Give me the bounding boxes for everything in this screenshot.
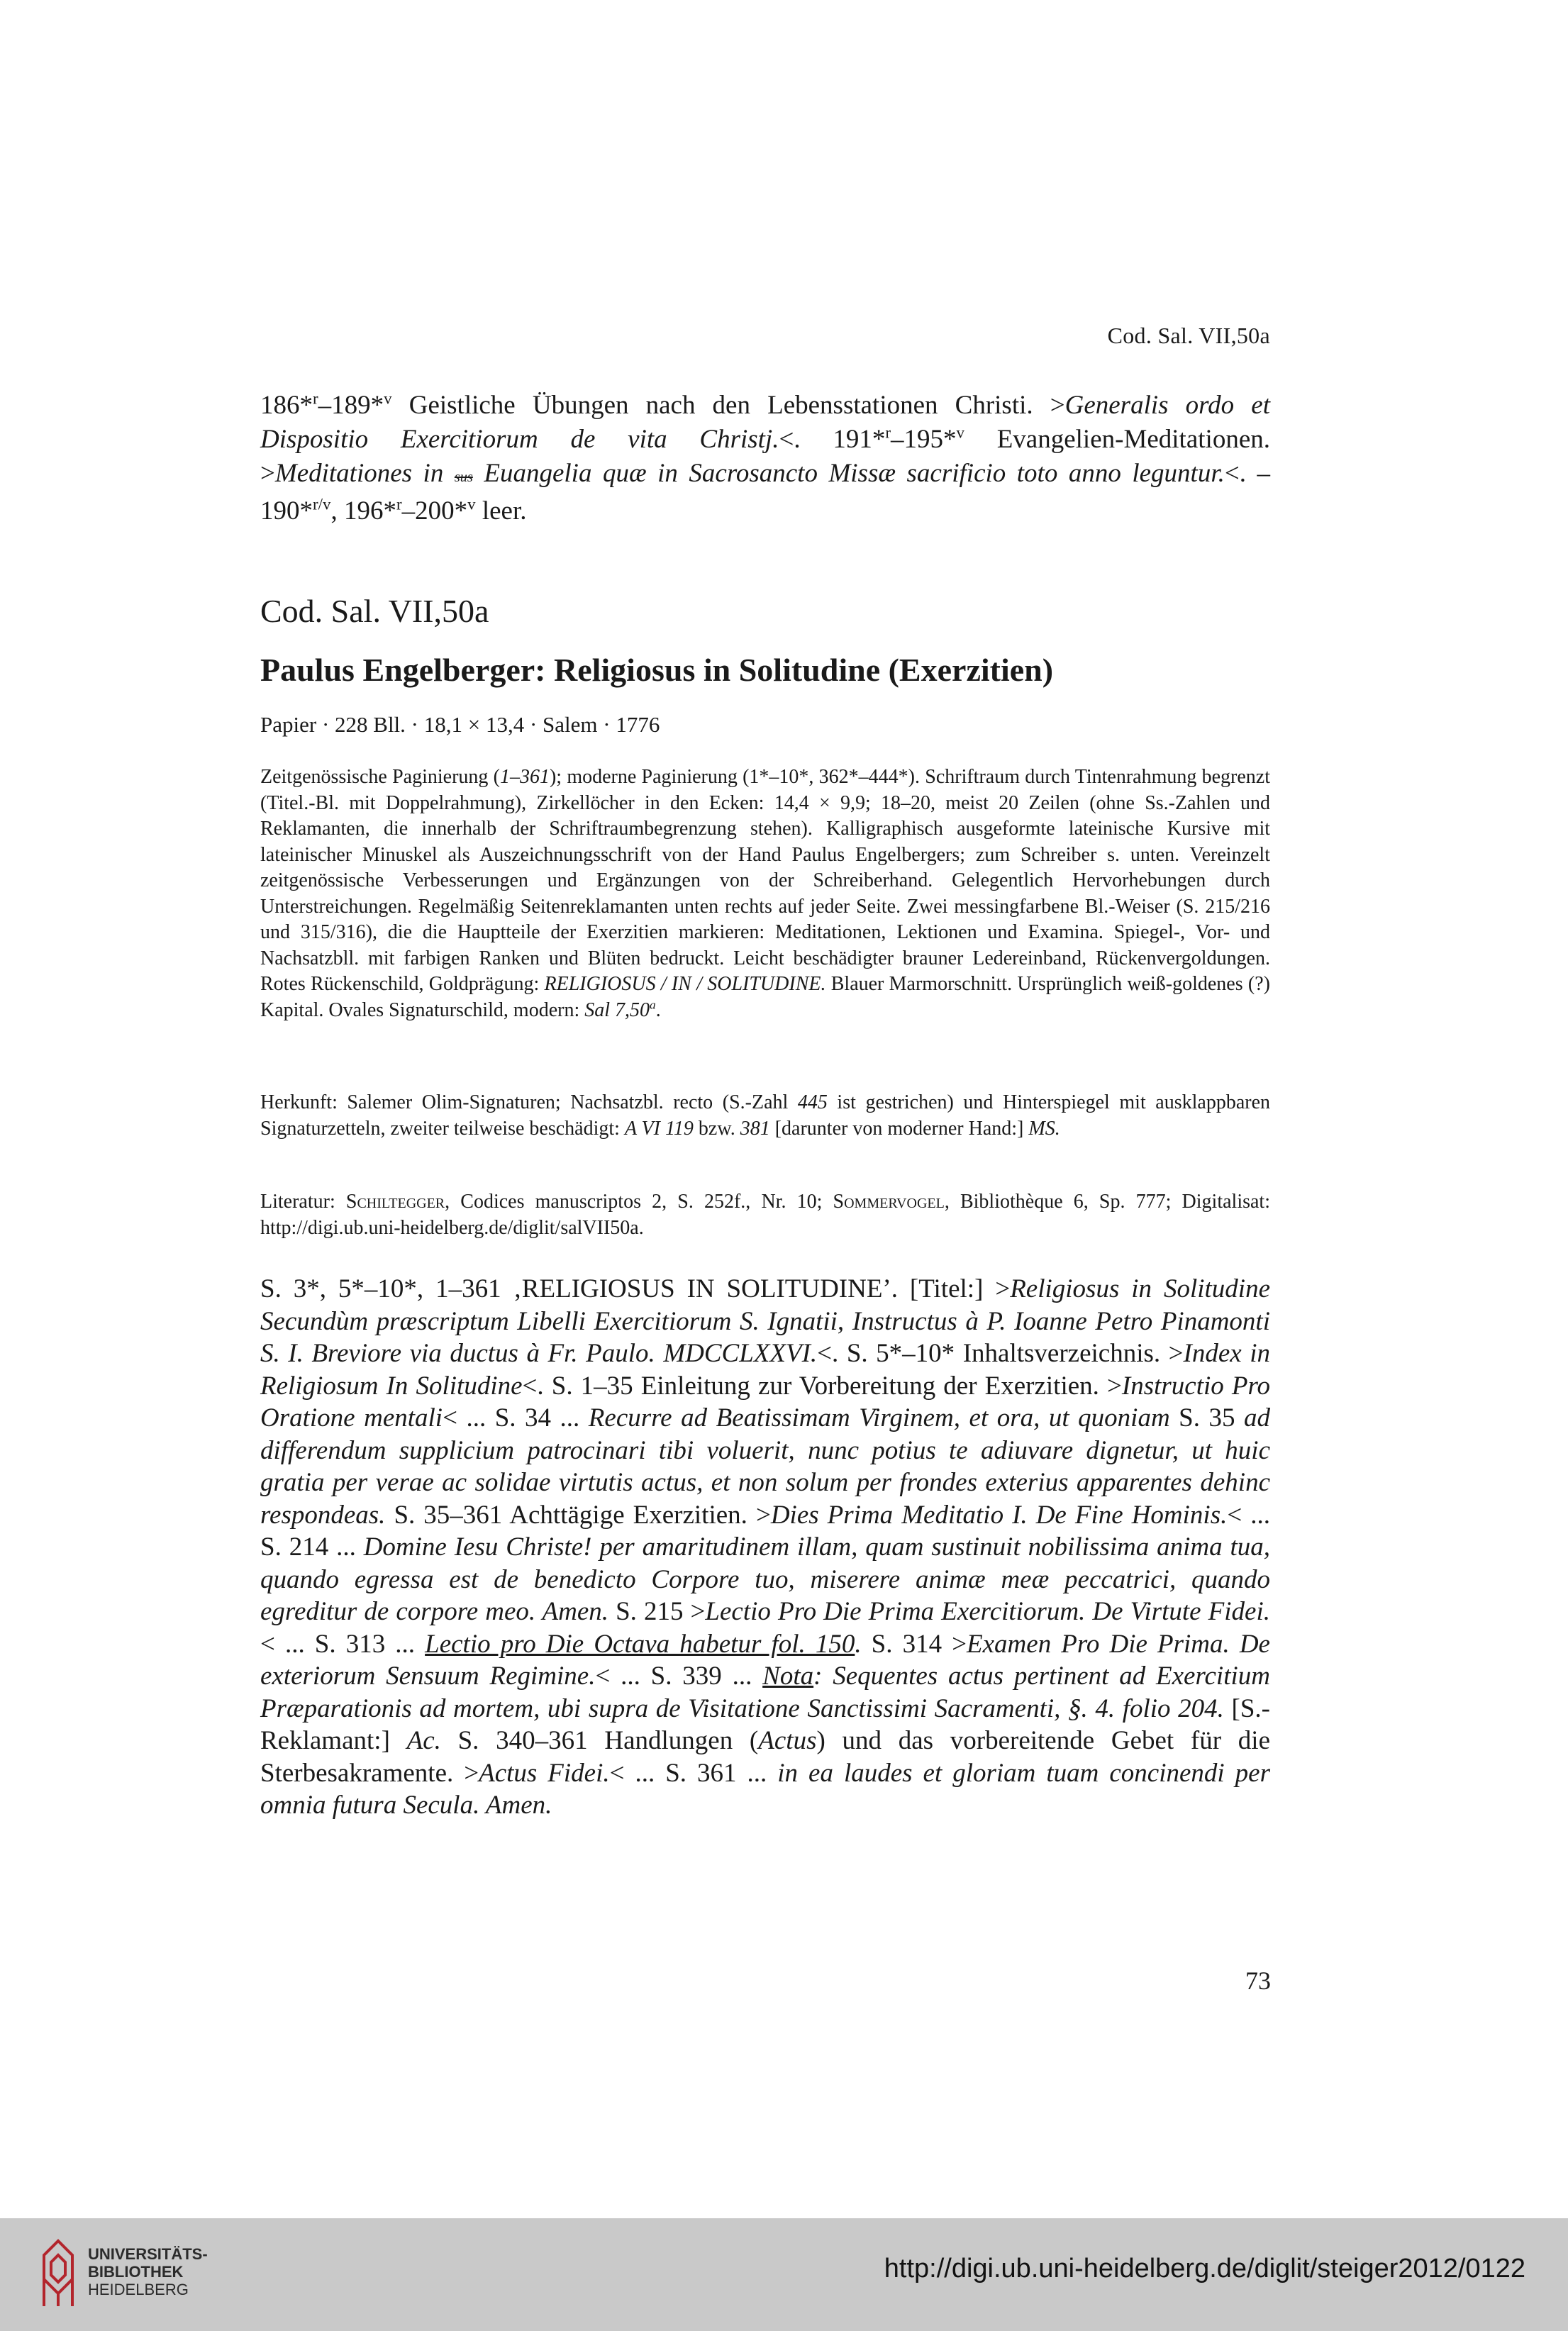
entry-title: Paulus Engelberger: Religiosus in Solitudine (Exerzitien) — [260, 652, 1054, 688]
contents-description: S. 3*, 5*–10*, 1–361 ‚RELIGIOSUS IN SOLITUDINE’. [Titel:] >Religiosus in Solitudine Secundùm præscriptum Libelli Exercitiorum S. Ignatii, Instructus à P. Ioanne Petro Pinamonti S. I. Breviore via ductus à Fr. Paulo. MDCCLXXVI.<. S. 5*–10* Inhaltsverzeichnis. >Index in Religiosum In Solitudine<. S. 1–35 Einleitung zur Vorbereitung der Exerzitien. >Instructio Pro Oratione mentali< ... S. 34 ... Recurre ad Beatissimam Virginem, et ora, ut quoniam S. 35 ad differendum supplicium patrocinari tibi voluerit, nunc potius te adiuvare dignetur, ut huic gratia per verae ac solidae virtutis actus, et non solum per frondes exterius apparentes dehinc respondeas. S. 35–361 Achttägige Exerzitien. >Dies Prima Meditatio I. De Fine Hominis.< ... S. 214 ... Domine Iesu Christe! per amaritudinem illam, quam sustinuit nobilissima anima tua, quando egressa est de benedicto Corpore tuo, miserere animæ meæ peccatrici, quando egreditur de corpore meo. Amen. S. 215 >Lectio Pro Die Prima Exercitiorum. De Virtute Fidei.< ... S. 313 ... Lectio pro Die Octava habetur fol. 150. S. 314 >Examen Pro Die Prima. De exteriorum Sensuum Regimine.< ... S. 339 ... Nota: Sequentes actus pertinent ad Exercitium Præparationis ad mortem, ubi supra de Visitatione Sanctissimi Sacramenti, §. 4. folio 204. [S.-Reklamant:] Ac. S. 340–361 Handlungen (Actus) und das vorbereitende Gebet für die Sterbesakramente. >Actus Fidei.< ... S. 361 ... in ea laudes et gloriam tuam concinendi per omnia futura Secula. Amen. — [260, 1274, 1271, 1820]
library-logo-icon — [41, 2237, 75, 2310]
signature-heading: Cod. Sal. VII,50a — [260, 593, 489, 629]
footer-bar — [0, 2218, 1568, 2331]
source-url[interactable]: http://digi.ub.uni-heidelberg.de/diglit/steiger2012/0122 — [884, 2254, 1525, 2283]
running-head: Cod. Sal. VII,50a — [1107, 323, 1270, 348]
literature-paragraph: Literatur: Schiltegger, Codices manuscriptos 2, S. 252f., Nr. 10; Sommervogel, Bibliothèque 6, Sp. 777; Digitalisat: http://digi.ub.uni-heidelberg.de/diglit/salVII50a. — [260, 1191, 1270, 1239]
library-name-line3: HEIDELBERG — [88, 2281, 189, 2298]
page-number: 73 — [1245, 1966, 1271, 1995]
library-name-line2: BIBLIOTHEK — [88, 2263, 184, 2281]
provenance-paragraph: Herkunft: Salemer Olim-Signaturen; Nachsatzbl. recto (S.-Zahl 445 ist gestrichen) und Hinterspiegel mit ausklappbaren Signaturzetteln, zweiter teilweise beschädigt: A VI 119 bzw. 381 [darunter von moderner Hand:] MS. — [260, 1091, 1270, 1140]
physical-description: Zeitgenössische Paginierung (1–361); moderne Paginierung (1*–10*, 362*–444*). Schriftraum durch Tintenrahmung begrenzt (Titel.-Bl. mit Doppelrahmung), Zirkellöcher in den Ecken: 14,4 × 9,9; 18–20, meist 20 Zeilen (ohne Ss.-Zahlen und Reklamanten, die innerhalb der Schriftraumbegrenzung stehen). Kalligraphisch ausgeformte lateinische Kursive mit lateinischer Minuskel als Auszeichnungsschrift von der Hand Paulus Engelbergers; zum Schreiber s. unten. Vereinzelt zeitgenössische Verbesserungen und Ergänzungen von der Schreiberhand. Gelegentlich Hervorhebungen durch Unterstreichungen. Regelmäßig Seitenreklamanten unten rechts auf jeder Seite. Zwei messingfarbene Bl.-Weiser (S. 215/216 und 315/316), die die Hauptteile der Exerzitien markieren: Meditationen, Lektionen und Examina. Spiegel-, Vor- und Nachsatzbll. mit farbigen Ranken und Blüten bedruckt. Leicht beschädigter brauner Ledereinband, Rückenvergoldungen. Rotes Rückenschild, Goldprägung: RELIGIOSUS / IN / SOLITUDINE. Blauer Marmorschnitt. Ursprünglich weiß-goldenes (?) Kapital. Ovales Signaturschild, modern: Sal 7,50$^a$. — [260, 766, 1271, 1021]
library-name — [88, 2245, 208, 2298]
library-name-line1: UNIVERSITÄTS- — [88, 2245, 208, 2263]
previous-entry-text: 186*$^r$–189*$^v$ Geistliche Übungen nach den Lebensstationen Christi. >Generalis ordo et Dispositio Exercitiorum de vita Christj.<. 191*$^r$–195*$^v$ Evangelien-Meditationen. >Meditationes in sus Euangelia quæ in Sacrosancto Missæ sacrificio toto anno leguntur.<. – 190*$^{r/v}$, 196*$^r$–200*$^v$ leer. — [260, 389, 1270, 525]
entry-subtitle: Papier · 228 Bll. · 18,1 × 13,4 · Salem · 1776 — [260, 712, 660, 737]
